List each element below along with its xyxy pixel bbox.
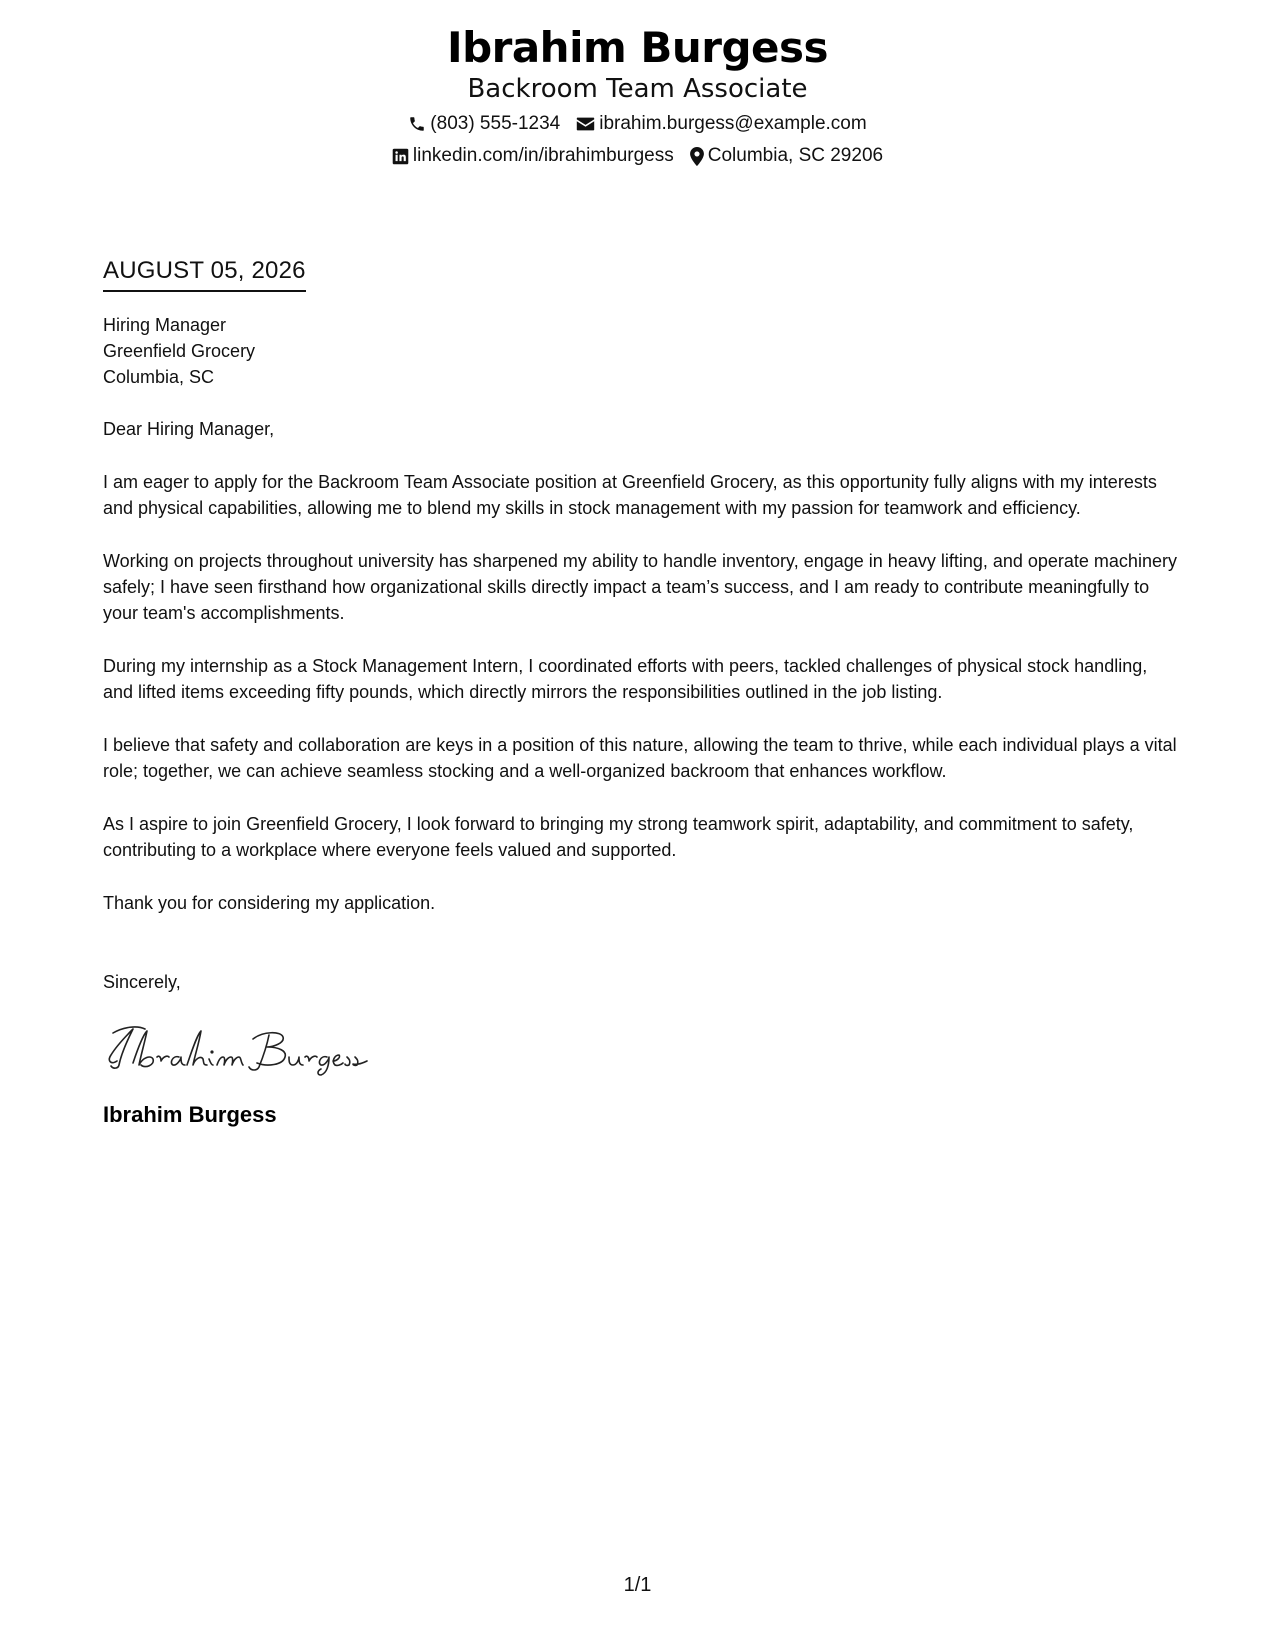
contact-phone	[408, 112, 560, 136]
letter-body	[103, 256, 1178, 1129]
closing: Sincerely,	[103, 972, 181, 992]
phone-icon	[408, 115, 426, 133]
recipient-line: Columbia, SC	[103, 367, 215, 387]
location-text: Columbia, SC 29206	[707, 145, 884, 166]
body-paragraph: I believe that safety and collaboration are keys in a position of this nature, allowing the team to thrive, while each individual plays a vital role; together, we can achieve seamless stocking and a well-organized backroom that enhances workflow.	[103, 735, 1177, 781]
recipient-line: Greenfield Grocery	[103, 341, 256, 361]
applicant-name: Ibrahim Burgess	[446, 23, 829, 72]
recipient-block	[103, 312, 1178, 390]
contact-row-primary	[0, 112, 1275, 136]
contact-row-secondary	[0, 144, 1275, 168]
handwritten-signature	[103, 1021, 373, 1077]
body-paragraph: Thank you for considering my application.	[103, 893, 436, 913]
contact-linkedin	[392, 144, 674, 168]
body-paragraph: Working on projects throughout university has sharpened my ability to handle inventory, engage in heavy lifting, and operate machinery safely; I have seen firsthand how organizational skills directly impact a team’s success, and I am ready to contribute meaningfully to your team's accomplishments.	[103, 551, 1177, 623]
map-pin-icon	[690, 147, 704, 166]
body-paragraph: I am eager to apply for the Backroom Team Associate position at Greenfield Grocery, as this opportunity fully aligns with my interests and physical capabilities, allowing me to blend my skills in stock management with my passion for teamwork and efficiency.	[103, 472, 1157, 518]
salutation: Dear Hiring Manager,	[103, 419, 275, 439]
page-number: 1/1	[623, 1574, 652, 1596]
body-paragraph: As I aspire to join Greenfield Grocery, I look forward to bringing my strong teamwork spirit, adaptability, and commitment to safety, contributing to a workplace where everyone feels valued and supported.	[103, 814, 1134, 860]
contact-location	[690, 144, 883, 168]
letter-header	[0, 20, 1275, 168]
letter-date: AUGUST 05, 2026	[103, 256, 306, 292]
contact-email	[576, 112, 866, 136]
signed-name: Ibrahim Burgess	[103, 1102, 277, 1127]
envelope-icon	[576, 116, 595, 132]
email-address: ibrahim.burgess@example.com	[599, 113, 867, 134]
applicant-job-title: Backroom Team Associate	[467, 74, 808, 104]
recipient-line: Hiring Manager	[103, 315, 227, 335]
linkedin-url: linkedin.com/in/ibrahimburgess	[412, 145, 674, 166]
linkedin-icon	[392, 148, 409, 165]
phone-number: (803) 555-1234	[430, 113, 561, 134]
body-paragraph: During my internship as a Stock Management Intern, I coordinated efforts with peers, tackled challenges of physical stock handling, and lifted items exceeding fifty pounds, which directly mirrors the responsibilities outlined in the job listing.	[103, 656, 1148, 702]
